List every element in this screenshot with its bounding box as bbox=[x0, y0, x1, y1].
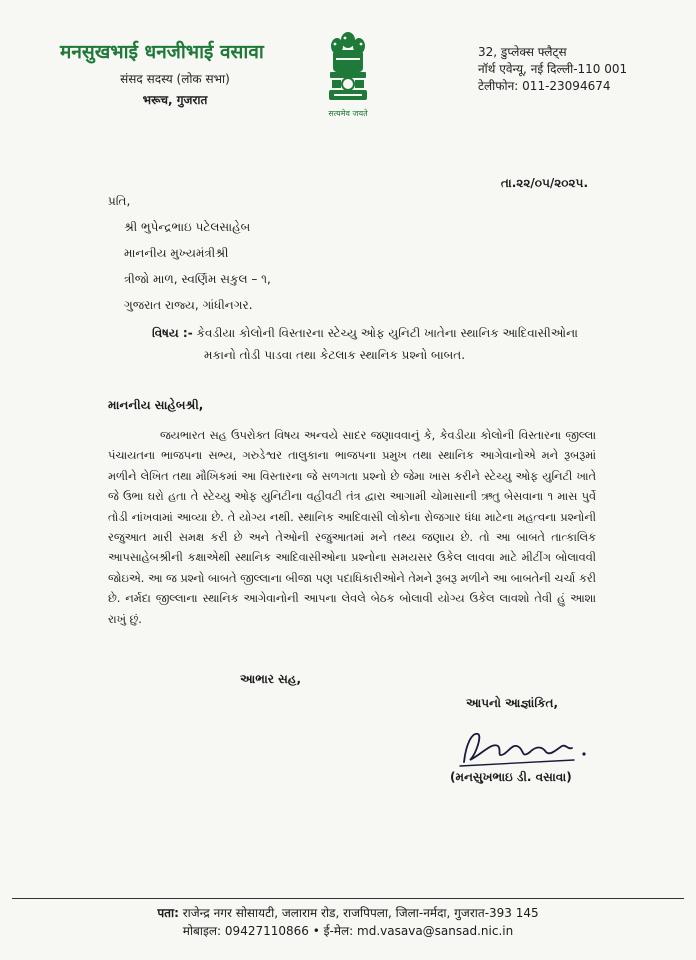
footer-email-label: ई-मेल: bbox=[323, 924, 354, 938]
subject-block bbox=[152, 322, 622, 366]
footer-divider bbox=[12, 898, 684, 899]
letter-body bbox=[108, 426, 596, 630]
subject-label: વિષય :- bbox=[152, 326, 193, 340]
thanks-line: આભાર સહ, bbox=[240, 672, 301, 686]
emblem-motto: सत्यमेव जयते bbox=[328, 109, 368, 118]
recipient-line: ગુજરાત રાજ્ય, ગાંધીનગર. bbox=[124, 298, 253, 312]
letterhead-address bbox=[478, 44, 678, 95]
footer-address-label: पता: bbox=[157, 906, 179, 920]
handwritten-signature bbox=[452, 724, 602, 772]
address-line-1: 32, डुप्लेक्स फ्लैट्स bbox=[478, 45, 567, 59]
footer-mobile-label: मोबाइल: bbox=[182, 924, 222, 938]
letter-date: તા.૨૨/૦૫/૨૦૨૫. bbox=[500, 176, 588, 190]
telephone: टेलीफोन: 011-23094674 bbox=[478, 79, 611, 93]
subject-line-1: કેવડીયા કોલોની વિસ્તારના સ્ટેચ્યુ ઓફ યુનિટી ખાતેના સ્થાનિક આદિવાસીઓના bbox=[196, 326, 578, 340]
sender-designation: संसद सदस्य (लोक सभा) bbox=[120, 72, 230, 86]
body-paragraph: જયભારત સહ ઉપરોક્ત વિષય અન્વયે સાદર જણાવવાનું કે, કેવડીયા કોલોની વિસ્તારના જીલ્લા પંચાયતના ભાજપના સભ્ય, ગરુડેશ્વર તાલુકાના ભાજપના પ્રમુખ તથા સ્થાનિક આગેવાનોએ મને રૂબરૂમાં મળીને લેખિત તથા મૌખિકમાં આ વિસ્તારના જે સળગતા પ્રશ્નો છે જેમા ખાસ કરીને સ્ટેચ્યુ ઓફ યુનિટી ખાતે જે ઉભા ઘરો હતા તે સ્ટેચ્યુ ઓફ યુનિટીના વહીવટી તંત્ર દ્વારા આગામી ચોમાસાની ઋતુ બેસવાના ૧ માસ પુર્વે તોડી નાંખવામાં આવ્યા છે. તે યોગ્ય નથી. સ્થાનિક આદિવાસી લોકોના રોજગાર ધંધા માટેના મહત્વના પ્રશ્નોની રજુઆત મારી સમક્ષ કરી છે અને તેઓની રજુઆતમાં મને તથ્ય જણાય છે. તો આ બાબતે તાત્કાલિક આપસાહેબશ્રીની કક્ષાએથી સ્થાનિક આદિવાસીઓના પ્રશ્નોના સમયસર ઉકેલ લાવવા માટે મીટીંગ બોલાવવી જોઇએ. આ જ પ્રશ્નો બાબતે જીલ્લાના બીજા પણ પદાધિકારીઓને તેમને રૂબરૂ મળીને આ બાબતેની ચર્ચા કરી છે. નર્મદા જીલ્લાના સ્થાનિક આગેવાનોની આપના લેવલે બેઠક બોલાવી યોગ્ય ઉકેલ લાવશો તેવી હું આશા રાખું છું. bbox=[108, 429, 596, 626]
signer-name: (મનસુખભાઇ ડી. વસાવા) bbox=[450, 770, 572, 784]
sender-constituency: भरूच, गुजरात bbox=[142, 93, 208, 107]
recipient-block bbox=[108, 188, 271, 318]
address-line-2: नॉर्थ एवेन्यू, नई दिल्ली-110 001 bbox=[478, 62, 628, 76]
footer-contact-row bbox=[0, 922, 696, 940]
footer bbox=[0, 904, 696, 940]
footer-email: md.vasava@sansad.nic.in bbox=[357, 924, 514, 938]
bullet-separator: • bbox=[312, 924, 320, 938]
salutation: માનનીય સાહેબશ્રી, bbox=[108, 398, 204, 412]
recipient-line: માનનીય મુખ્યમંત્રીશ્રી bbox=[124, 246, 229, 260]
subject-line-2: મકાનો તોડી પાડવા તથા કેટલાક સ્થાનિક પ્રશ્નો બાબત. bbox=[204, 348, 466, 362]
footer-mobile: 09427110866 bbox=[224, 924, 309, 938]
footer-address-row bbox=[0, 904, 696, 922]
letterhead-sender bbox=[60, 38, 290, 108]
closing-line: આપનો આજ્ઞાંકિત, bbox=[466, 696, 559, 710]
footer-address: राजेन्द्र नगर सोसायटी, जलाराम रोड, राजपिपला, जिला-नर्मदा, गुजरात-393 145 bbox=[182, 906, 539, 920]
national-emblem-icon bbox=[326, 28, 370, 106]
recipient-line: ત્રીજો માળ, સ્વર્ણિમ સકુલ – ૧, bbox=[124, 272, 271, 286]
to-label: પ્રતિ, bbox=[108, 194, 131, 208]
national-emblem bbox=[318, 28, 378, 119]
recipient-line: શ્રી ભુપેન્દ્રભાઇ પટેલસાહેબ bbox=[124, 220, 251, 234]
sender-name: मनसुखभाई धनजीभाई वसावा bbox=[60, 41, 264, 63]
